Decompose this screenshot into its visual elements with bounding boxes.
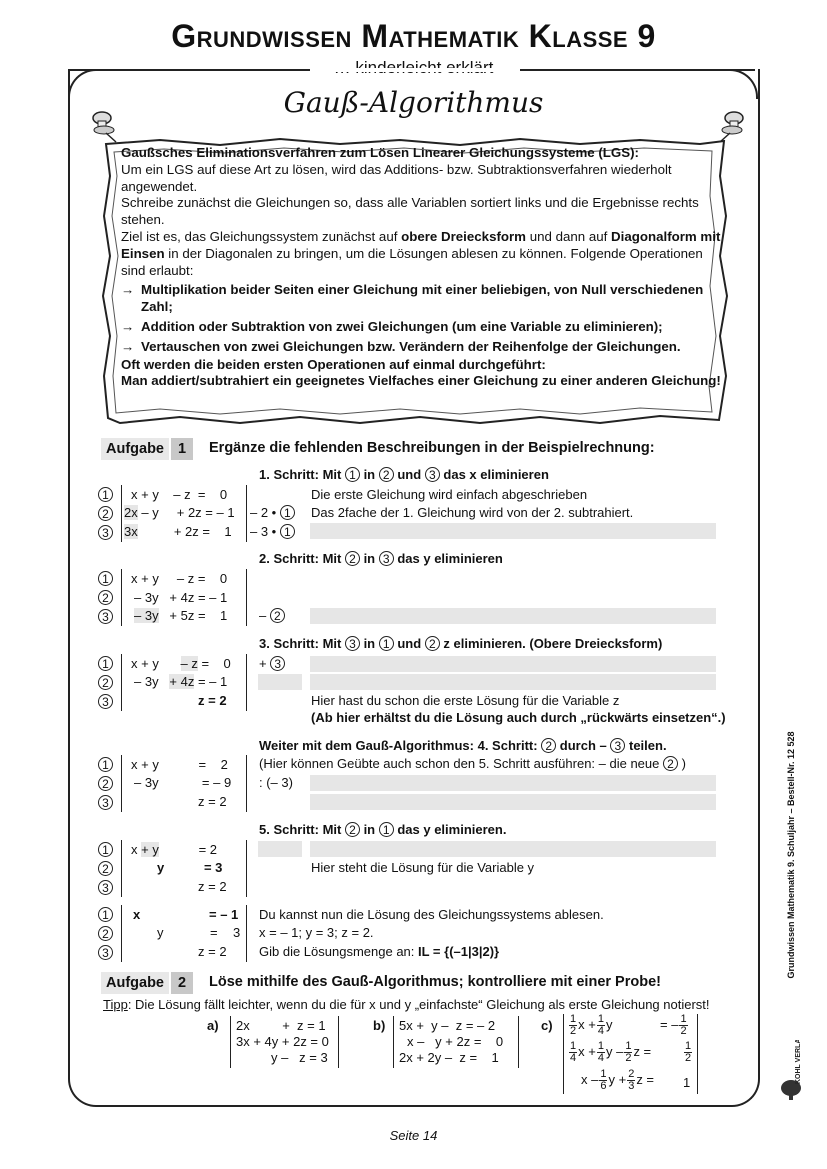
info-paragraph: Schreibe zunächst die Gleichungen so, dass alle Variablen sortiert links und die Ergebnisse rechts stehen. [121,195,699,228]
description: Die erste Gleichung wird einfach abgeschrieben [311,487,588,502]
answer-field[interactable] [310,523,716,539]
equation: = [210,925,218,940]
equation: $\frac{1}{2}$ x + $\frac{1}{4}$ y [570,1013,613,1037]
equation: = – $\frac{1}{2}$ [660,1013,687,1037]
equation: x + y – z = 0 [131,487,228,502]
equation: $\frac{1}{4}$ x + $\frac{1}{4}$ y – $\frac{1}{2}$ z = [570,1040,652,1064]
equation: x + y – z = 0 [131,571,228,586]
pin-icon [88,108,124,144]
step-heading: 2. Schritt: Mit 2 in 3 das y eliminieren [259,551,503,566]
equation: – 3y + 4z = – 1 [134,590,228,605]
equation: 1 [683,1075,691,1090]
answer-field[interactable] [310,608,716,624]
publisher-logo [776,1040,806,1100]
info-paragraph: Um ein LGS auf diese Art zu lösen, wird das Additions- bzw. Subtraktionsverfahren wiederholt angewendet. [121,161,672,194]
equation: 5x + y – z = – 2 [399,1018,496,1033]
equation: y [157,925,164,940]
description: Hier steht die Lösung für die Variable y [311,860,535,875]
equation: x + y = 2 [131,842,218,857]
equation: 3 [233,925,241,940]
equation: y – z = 3 [271,1050,328,1065]
task-instruction: Ergänze die fehlenden Beschreibungen in der Beispielrechnung: [209,440,655,456]
exercise-label: a) [207,1018,219,1033]
operation: : (– 3) [259,775,293,790]
description: (Ab hier erhältst du die Lösung auch durch „rückwärts einsetzen“.) [311,710,726,725]
equation: – 3y + 5z = 1 [134,608,228,623]
step-heading: 3. Schritt: Mit 3 in 1 und 2 z eliminieren. (Obere Dreiecksform) [259,636,663,651]
answer-field[interactable] [310,794,716,810]
operation: + 3 [259,656,285,671]
answer-field[interactable] [310,775,716,791]
info-heading: Gaußsches Eliminationsverfahren zum Lösen Linearer Gleichungssysteme (LGS): [121,145,639,160]
equation: 3x + 4y + 2z = 0 [236,1034,329,1049]
answer-field[interactable] [310,674,716,690]
operation: – 2 • 1 [250,505,295,520]
exercise-label: c) [541,1018,553,1033]
task-instruction: Löse mithilfe des Gauß-Algorithmus; kontrolliere mit einer Probe! [209,974,661,990]
equation: – 3y + 4z = – 1 [134,674,228,689]
svg-text:KOHL VERLAG: KOHL VERLAG [795,1040,802,1084]
task-label: Aufgabe 2 [101,972,193,994]
equation: z = 2 [198,794,227,809]
equation: z = 2 [198,944,227,959]
row-numbers: 123 [98,756,118,812]
operation: – 3 • 1 [250,524,295,539]
step-heading: 1. Schritt: Mit 1 in 2 und 3 das x eliminieren [259,467,549,482]
row-numbers: 123 [98,655,118,711]
step-heading: 5. Schritt: Mit 2 in 1 das y eliminieren. [259,822,507,837]
description: Gib die Lösungsmenge an: IL = {(–1|3|2)} [259,944,500,959]
equation: 2x + 2y – z = 1 [399,1050,499,1065]
equation: $\frac{1}{2}$ [685,1040,692,1064]
note: (Hier können Geübte auch schon den 5. Schritt ausführen: – die neue 2 ) [259,756,686,771]
info-paragraph: Ziel ist es, das Gleichungssystem zunächst auf obere Dreiecksform und dann auf Diagonalform mit Einsen in der Diagonalen zu bringen, um die Lösungen ablesen zu können. Folgende Operationen sind erlaubt: [121,228,721,278]
equation: x + y – z = 0 [131,656,231,671]
answer-field[interactable] [310,656,716,672]
equation: y = 3 [157,860,223,875]
answer-field[interactable] [258,674,302,690]
topic-title: Gauß-Algorithmus [283,86,544,119]
row-numbers: 123 [98,570,118,626]
description: Hier hast du schon die erste Lösung für die Variable z [311,693,620,708]
task-label: Aufgabe 1 [101,438,193,460]
page-number: Seite 14 [389,1128,438,1143]
tip: Tipp: Die Lösung fällt leichter, wenn du die für x und y „einfachste“ Gleichung als erste Gleichung notierst! [103,997,710,1012]
operation-item: → Addition oder Subtraktion von zwei Gleichungen (um eine Variable zu eliminieren); [121,318,663,334]
row-numbers: 123 [98,906,118,962]
equation: x – $\frac{1}{6}$ y + $\frac{2}{3}$ z = [581,1068,655,1092]
description: x = – 1; y = 3; z = 2. [259,925,374,940]
exercise-label: b) [373,1018,386,1033]
info-closing: Oft werden die beiden ersten Operationen auf einmal durchgeführt: [121,356,546,372]
step-heading: Weiter mit dem Gauß-Algorithmus: 4. Schritt: 2 durch – 3 teilen. [259,738,667,753]
operation: – 2 [259,608,285,623]
equation: x – y + 2z = 0 [407,1034,504,1049]
description: Du kannst nun die Lösung des Gleichungssystems ablesen. [259,907,604,922]
equation: 2x + z = 1 [236,1018,326,1033]
equation: x + y = 2 [131,757,228,772]
side-imprint: Grundwissen Mathematik 9. Schuljahr – Bestell-Nr. 12 528 [786,731,796,979]
operation-item: → Multiplikation beider Seiten einer Gleichung mit einer beliebigen, von Null verschiedenen Zahl; [121,282,704,315]
answer-field[interactable] [310,841,716,857]
info-text [121,145,721,390]
operation-item: → Vertauschen von zwei Gleichungen bzw. Verändern der Reihenfolge der Gleichungen. [121,338,681,354]
equation: x [133,907,141,922]
pin-icon [712,108,748,144]
description: Das 2fache der 1. Gleichung wird von der 2. subtrahiert. [311,505,634,520]
equation: z = 2 [198,879,227,894]
equation: 2x – y + 2z = – 1 [124,505,235,520]
page-title: Grundwissen Mathematik Klasse 9 [171,18,656,54]
info-closing: Man addiert/subtrahiert ein geeignetes Vielfaches einer Gleichung zu einer anderen Gleichung! [121,373,721,389]
equation: 3x + 2z = 1 [124,524,232,539]
row-numbers: 123 [98,841,118,897]
equation: z = 2 [198,693,227,708]
answer-field[interactable] [258,841,302,857]
equation: – 3y = – 9 [134,775,232,790]
row-numbers: 123 [98,486,118,542]
equation: = – 1 [209,907,239,922]
